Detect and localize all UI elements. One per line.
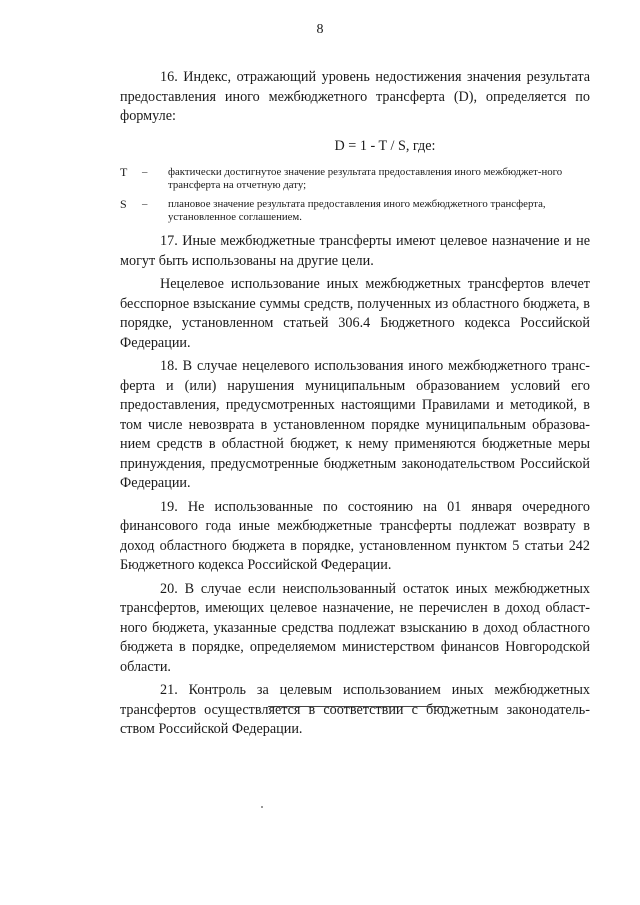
definition-s xyxy=(120,198,590,224)
document-body xyxy=(120,68,590,740)
paragraph-21: 21. Контроль за целевым использованием иных межбюджетных трансфертов осуществляется в соответствии с бюджетным законодатель-ством Российской Федерации. xyxy=(120,682,590,737)
paragraph-18: 18. В случае нецелевого использования иного межбюджетного транс-ферта и (или) нарушения муниципальным образованием условий его предоставления, предусмотренных настоящими Правилами и методикой, в том числе невозврата в установленном порядке муниципальным образова-нием средств в областной бюджет, к нему применяются бюджетные меры принуждения, предусмотренные бюджетным законодательством Российской Федерации. xyxy=(120,358,590,491)
scan-speck xyxy=(261,806,263,808)
definition-text: плановое значение результата предоставления иного межбюджетного трансферта, установленное соглашением. xyxy=(168,198,546,223)
definition-variable: T xyxy=(120,165,128,179)
definition-text: фактически достигнутое значение результата предоставления иного межбюджет-ного трансферта на отчетную дату; xyxy=(168,166,563,191)
definition-t xyxy=(120,166,590,192)
paragraph-19: 19. Не использованные по состоянию на 01 января очередного финансового года иные межбюджетные трансферты подлежат возврату в доход областного бюджета в порядке, установленном пунктом 5 статьи 242 Бюджетного кодекса Российской Федерации. xyxy=(120,498,590,573)
paragraph-16: 16. Индекс, отражающий уровень недостижения значения результата предоставления иного межбюджетного трансферта (D), определяется по формуле: xyxy=(120,69,590,124)
end-divider xyxy=(268,706,448,707)
formula: D = 1 - T / S, где: xyxy=(334,137,436,154)
page-number: 8 xyxy=(316,22,324,37)
definition-dash: – xyxy=(142,166,148,178)
paragraph-17-continued: Нецелевое использование иных межбюджетных трансфертов влечет бесспорное взыскание суммы средств, полученных из областного бюджета, в порядке, установленном статьей 306.4 Бюджетного кодекса Российской Федерации. xyxy=(120,276,590,351)
paragraph-20: 20. В случае если неиспользованный остаток иных межбюджетных трансфертов, имеющих целевое назначение, не перечислен в доход област-ного бюджета, указанные средства подлежат взысканию в доход областного бюджета в порядке, определяемом министерством финансов Новгородской области. xyxy=(120,580,590,675)
paragraph-17: 17. Иные межбюджетные трансферты имеют целевое назначение и не могут быть использованы на другие цели. xyxy=(120,233,590,269)
definition-variable: S xyxy=(120,197,127,211)
definition-dash: – xyxy=(142,198,148,210)
